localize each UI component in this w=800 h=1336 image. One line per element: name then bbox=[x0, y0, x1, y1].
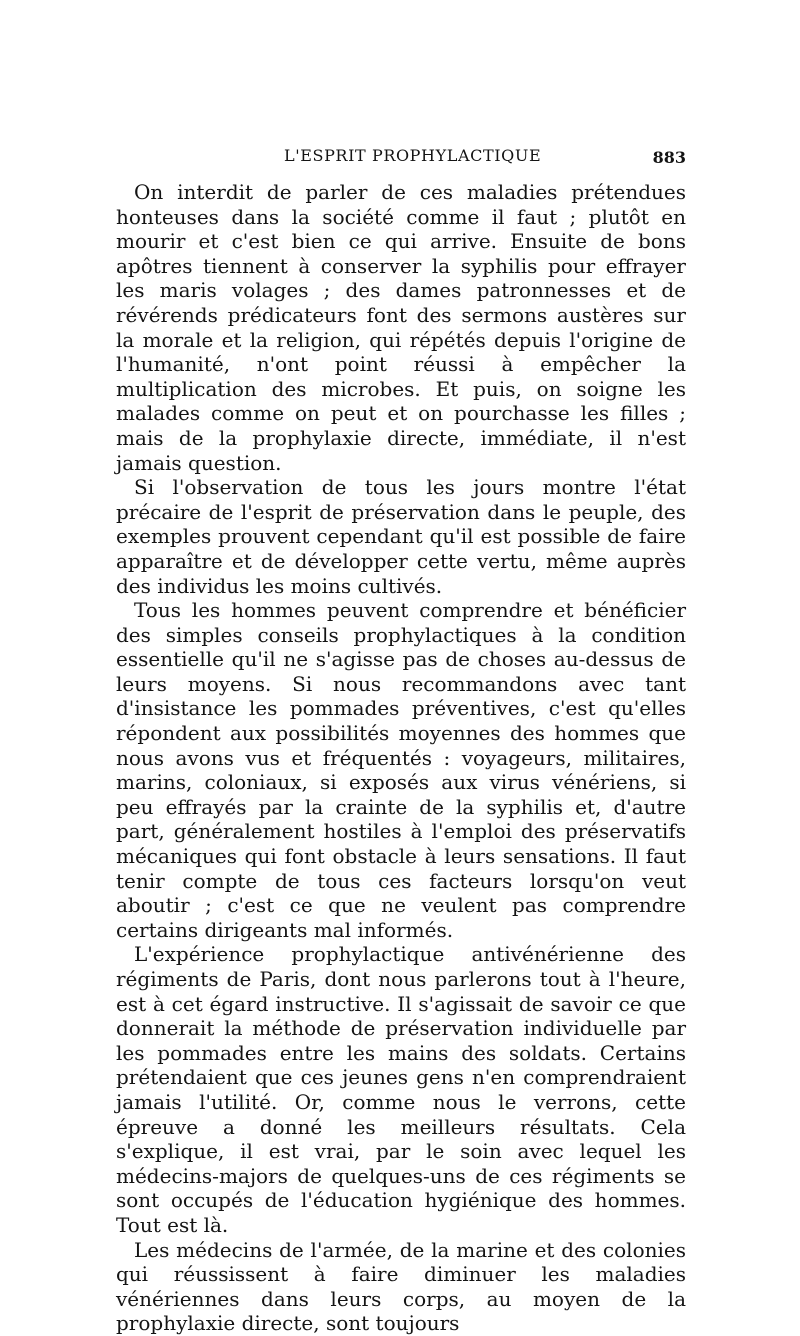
paragraph: L'expérience prophylactique antivénérienne des régiments de Paris, dont nous parlerons tout à l'heure, est à cet égard instructive. Il s'agissait de savoir ce que donnerait la méthode de préservation individuelle par les pommades entre les mains des soldats. Certains prétendaient que ces jeunes gens n'en comprendraient jamais l'utilité. Or, comme nous le verrons, cette épreuve a donné les meilleurs résultats. Cela s'explique, il est vrai, par le soin avec lequel les médecins-majors de quelques-uns de ces régiments se sont occupés de l'éducation hygiénique des hommes. Tout est là. bbox=[116, 942, 686, 1237]
paragraph: Les médecins de l'armée, de la marine et des colonies qui réussissent à faire diminuer les maladies vénériennes dans leurs corps, au moyen de la prophylaxie directe, sont toujours bbox=[116, 1237, 686, 1336]
paragraph: Si l'observation de tous les jours montre l'état précaire de l'esprit de préservation dans le peuple, des exemples prouvent cependant qu'il est possible de faire apparaître et de développer cette vertu, même auprès des individus les moins cultivés. bbox=[116, 475, 686, 598]
running-title: L'ESPRIT PROPHYLACTIQUE bbox=[284, 146, 542, 165]
paragraph: On interdit de parler de ces maladies prétendues honteuses dans la société comme il faut ; plutôt en mourir et c'est bien ce qui arrive. Ensuite de bons apôtres tiennent à conserver la syphilis pour effrayer les maris volages ; des dames patronnesses et de révérends prédicateurs font des sermons austères sur la morale et la religion, qui répétés depuis l'origine de l'humanité, n'ont point réussi à empêcher la multiplication des microbes. Et puis, on soigne les malades comme on peut et on pourchasse les filles ; mais de la prophylaxie directe, immédiate, il n'est jamais question. bbox=[116, 180, 686, 475]
page-number: 883 bbox=[652, 148, 686, 167]
page-body bbox=[116, 180, 686, 1336]
page-header bbox=[116, 146, 686, 174]
paragraph: Tous les hommes peuvent comprendre et bénéficier des simples conseils prophylactiques à la condition essentielle qu'il ne s'agisse pas de choses au-dessus de leurs moyens. Si nous recommandons avec tant d'insistance les pommades préventives, c'est qu'elles répondent aux possibilités moyennes des hommes que nous avons vus et fréquentés : voyageurs, militaires, marins, coloniaux, si exposés aux virus vénériens, si peu effrayés par la crainte de la syphilis et, d'autre part, généralement hostiles à l'emploi des préservatifs mécaniques qui font obstacle à leurs sensations. Il faut tenir compte de tous ces facteurs lorsqu'on veut aboutir ; c'est ce que ne veulent pas comprendre certains dirigeants mal informés. bbox=[116, 598, 686, 942]
